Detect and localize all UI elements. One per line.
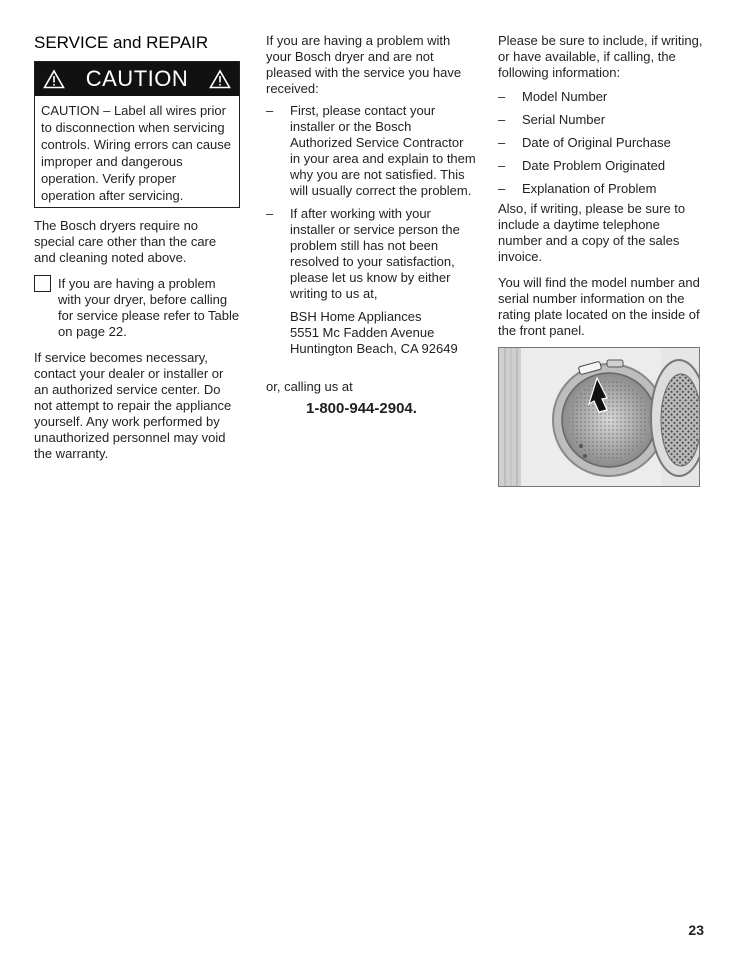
info-list [498,89,704,197]
calling-text: or, calling us at [266,379,353,394]
care-paragraph: The Bosch dryers require no special care other than the care and cleaning noted above. [34,218,217,265]
info-intro: Please be sure to include, if writing, or have available, if calling, the following information: [498,33,703,80]
list-item [498,89,704,105]
list-item-text: Date of Original Purchase [522,135,671,150]
list-item [498,181,704,197]
address-line: 5551 Mc Fadden Avenue [290,325,435,340]
dash-mark: – [498,181,506,196]
page-number: 23 [688,922,704,938]
list-item [266,103,476,199]
list-item [498,158,704,174]
dryer-rating-plate-photo [498,347,700,487]
caution-lead: CAUTION [41,103,100,118]
section-heading: SERVICE and REPAIR [34,33,209,52]
caution-box [34,61,240,208]
column-right [498,33,704,487]
list-item-text: Model Number [522,89,608,104]
caution-body-text: – Label all wires prior to disconnection when servicing controls. Wiring errors can cause improper and dangerous operation. Verify proper operation after servicing. [41,103,232,203]
list-item-text: Explanation of Problem [522,181,657,196]
caution-title: CAUTION [85,66,189,91]
list-item [266,206,476,302]
list-item-text: Serial Number [522,112,606,127]
note-block [34,276,240,340]
list-item [498,112,704,128]
dash-mark: – [498,112,506,127]
caution-header [35,62,239,96]
note-text: If you are having a problem with your dryer, before calling for service please refer to Table on page 22. [58,276,240,339]
dash-mark: – [266,206,274,221]
service-paragraph: If service becomes necessary, contact your dealer or installer or an authorized service center. Do not attempt to repair the appliance yourself. Any work performed by unauthorized personnel may void the warranty. [34,350,232,461]
dash-mark: – [498,89,506,104]
address-line: BSH Home Appliances [290,309,422,324]
dash-mark: – [266,103,274,118]
list-item [498,135,704,151]
caution-text [35,96,239,207]
list-item-text: Date Problem Originated [522,158,666,173]
problem-intro: If you are having a problem with your Bosch dryer and are not pleased with the service you have received: [266,33,462,96]
list-item-text: First, please contact your installer or the Bosch Authorized Service Contractor in your area and explain to them why you are not satisfied. This will usually correct the problem. [290,103,476,198]
column-left [34,33,240,472]
note-box-icon [34,275,51,292]
column-middle [266,33,476,417]
mailing-address [266,309,476,357]
dash-mark: – [498,158,506,173]
phone-number: 1-800-944-2904. [306,400,417,417]
address-line: Huntington Beach, CA 92649 [290,341,458,356]
warning-icon [43,69,65,89]
list-item-text: If after working with your installer or service person the problem still has not been resolved to your satisfaction, please let us know by either writing to us at, [290,206,460,301]
warning-icon [209,69,231,89]
writing-paragraph: Also, if writing, please be sure to include a daytime telephone number and a copy of the sales invoice. [498,201,686,264]
dryer-illustration [499,348,700,487]
dash-mark: – [498,135,506,150]
rating-plate-paragraph: You will find the model number and serial number information on the rating plate located on the inside of the front panel. [498,275,700,338]
problem-steps-list [266,103,476,302]
